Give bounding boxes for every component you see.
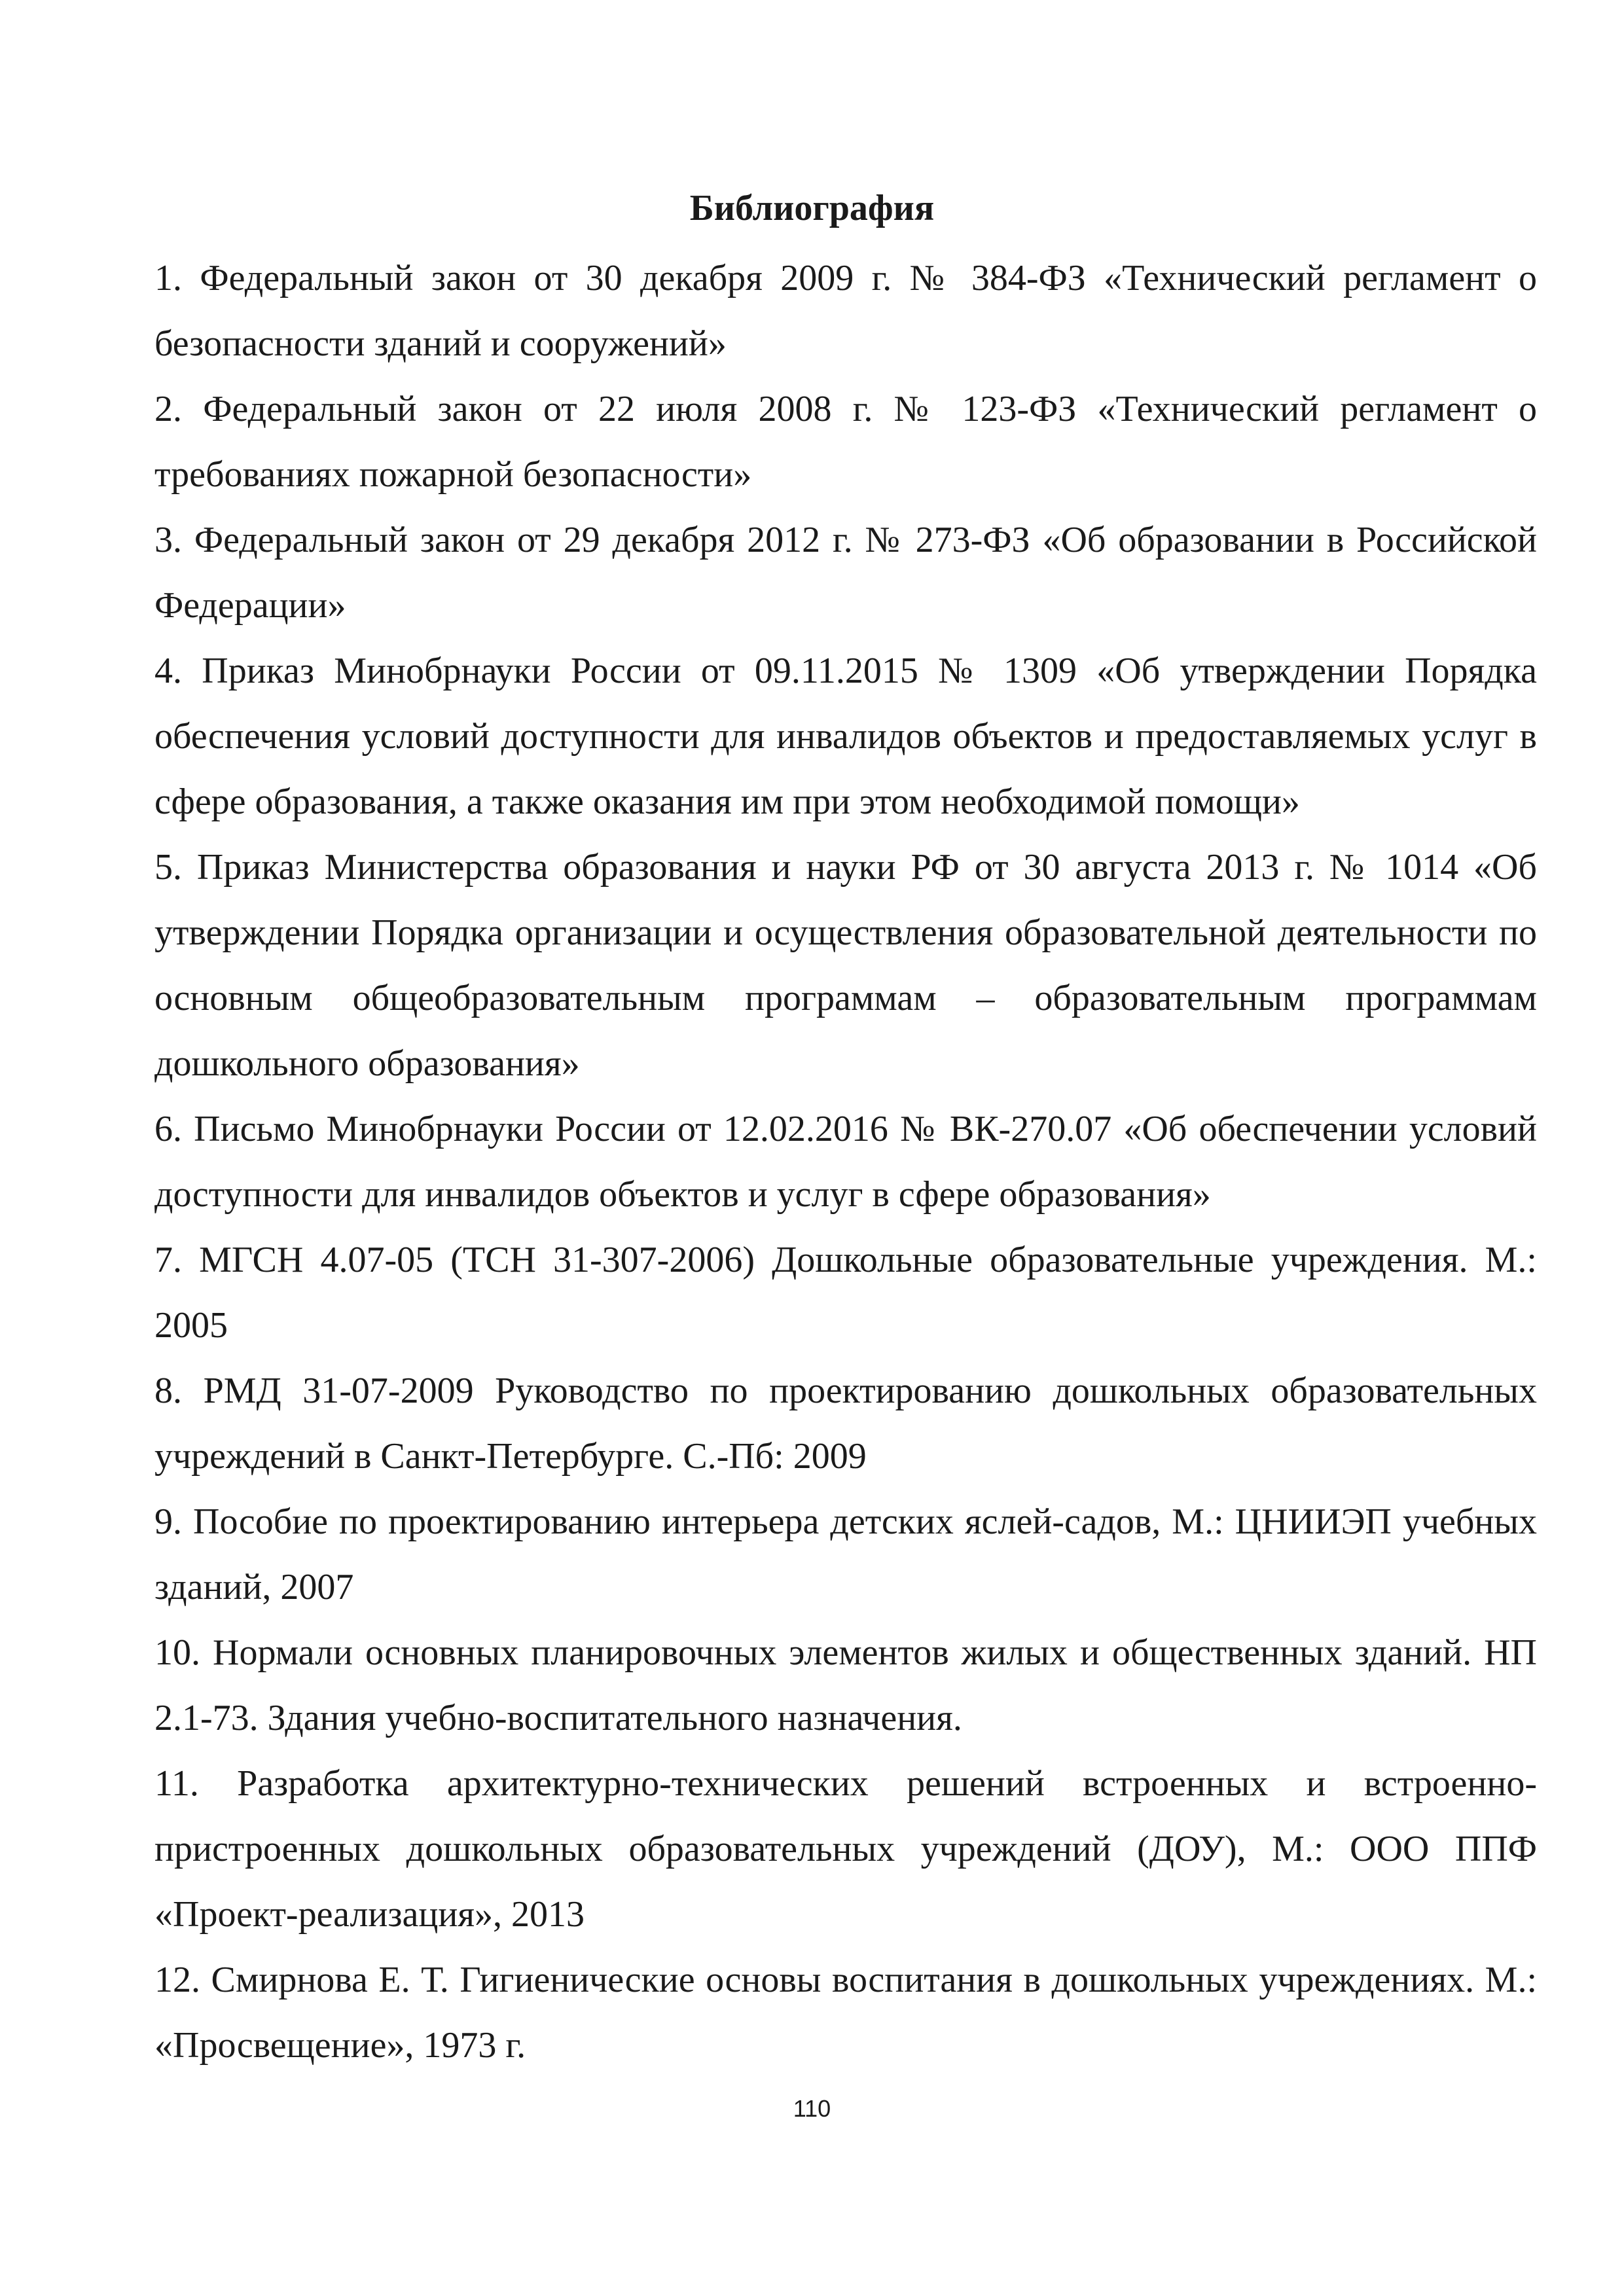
bibliography-entry-8: 8. РМД 31-07-2009 Руководство по проектированию дошкольных образовательных учреждений в Санкт-Петербурге. С.-Пб: 2009 (154, 1371, 1537, 1477)
bibliography-entry-4: 4. Приказ Минобрнауки России от 09.11.2015 № 1309 «Об утверждении Порядка обеспечения условий доступности для инвалидов объектов и предоставляемых услуг в сфере образования, а также оказания им при этом необходимой помощи» (154, 651, 1537, 822)
bibliography-entry-11: 11. Разработка архитектурно-технических решений встроенных и встроенно-пристроенных дошкольных образовательных учреждений (ДОУ), М.: ООО ППФ «Проект-реализация», 2013 (154, 1763, 1537, 1935)
bibliography-entry-9: 9. Пособие по проектированию интерьера детских яслей-садов, М.: ЦНИИЭП учебных зданий, 2007 (154, 1501, 1537, 1607)
bibliography-entry-6: 6. Письмо Минобрнауки России от 12.02.2016 № ВК-270.07 «Об обеспечении условий доступности для инвалидов объектов и услуг в сфере образования» (154, 1109, 1537, 1215)
bibliography-list (154, 245, 1537, 2078)
bibliography-entry-1: 1. Федеральный закон от 30 декабря 2009 г. № 384-ФЗ «Технический регламент о безопасности зданий и сооружений» (154, 258, 1537, 364)
bibliography-entry-3: 3. Федеральный закон от 29 декабря 2012 г. № 273-ФЗ «Об образовании в Российской Федерации» (154, 520, 1537, 626)
page-number: 110 (793, 2095, 831, 2122)
bibliography-entry-2: 2. Федеральный закон от 22 июля 2008 г. № 123-ФЗ «Технический регламент о требованиях пожарной безопасности» (154, 389, 1537, 495)
page-title: Библиография (689, 188, 935, 228)
bibliography-entry-7: 7. МГСН 4.07-05 (ТСН 31-307-2006) Дошкольные образовательные учреждения. М.: 2005 (154, 1240, 1537, 1346)
bibliography-entry-12: 12. Смирнова Е. Т. Гигиенические основы воспитания в дошкольных учреждениях. М.: «Просвещение», 1973 г. (154, 1960, 1537, 2066)
bibliography-entry-10: 10. Нормали основных планировочных элементов жилых и общественных зданий. НП 2.1-73. Здания учебно-воспитательного назначения. (154, 1632, 1537, 1738)
bibliography-entry-5: 5. Приказ Министерства образования и науки РФ от 30 августа 2013 г. № 1014 «Об утверждении Порядка организации и осуществления образовательной деятельности по основным общеобразовательным программам – образовательным программам дошкольного образования» (154, 847, 1537, 1084)
